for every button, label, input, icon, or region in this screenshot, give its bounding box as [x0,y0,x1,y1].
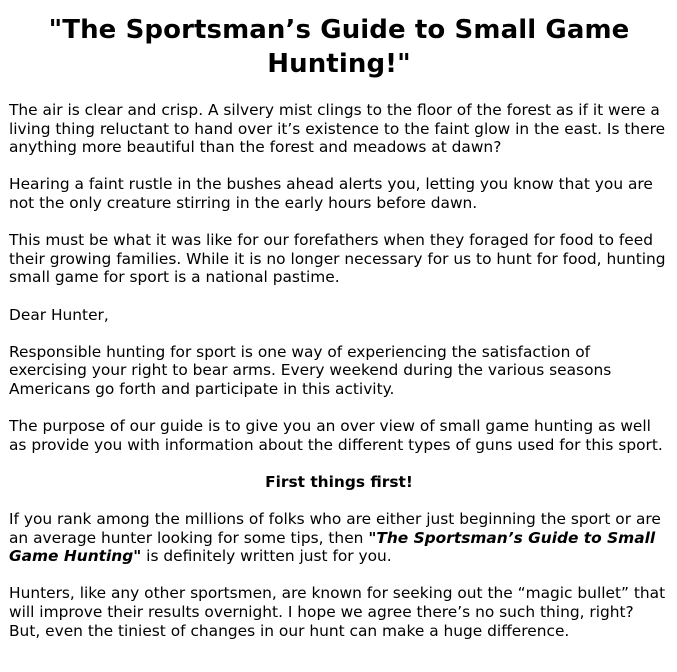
forefathers-paragraph: This must be what it was like for our forefathers when they foraged for food to feed their growing families. While it is no longer necessary for us to hunt for food, hunting small game for sport is a national pastime. [9,231,666,287]
rank-text-before: If you rank among the millions of folks who are either just beginning the sport or are an average hunter looking for some tips, then [9,510,661,547]
salutation: Dear Hunter, [9,305,109,324]
guide-title-emphasis: "The Sportsman’s Guide to Small Game Hunting" [9,528,656,566]
rank-text-after: is definitely written just for you. [141,547,392,566]
document-title: "The Sportsman’s Guide to Small Game Hunting!" [48,15,630,79]
hunters-paragraph: Hunters, like any other sportsmen, are known for seeking out the “magic bullet” that will improve their results overnight. I hope we agree there’s no such thing, right? But, even the tiniest of changes in our hunt can make a huge difference. [9,584,666,640]
purpose-paragraph: The purpose of our guide is to give you an over view of small game hunting as well as provide you with information about the different types of guns used for this sport. [9,417,663,454]
intro-paragraph: The air is clear and crisp. A silvery mist clings to the floor of the forest as if it were a living thing reluctant to hand over it’s existence to the faint glow in the east. Is there anything more beautiful than the forest and meadows at dawn? [9,101,666,157]
section-subheading: First things first! [265,472,413,491]
responsible-paragraph: Responsible hunting for sport is one way of experiencing the satisfaction of exercising your right to bear arms. Every weekend during the various seasons Americans go forth and participate in this activity. [9,342,612,398]
document-page [9,0,669,640]
rank-paragraph [9,510,669,566]
rustle-paragraph: Hearing a faint rustle in the bushes ahead alerts you, letting you know that you are not the only creature stirring in the early hours before dawn. [9,175,653,212]
